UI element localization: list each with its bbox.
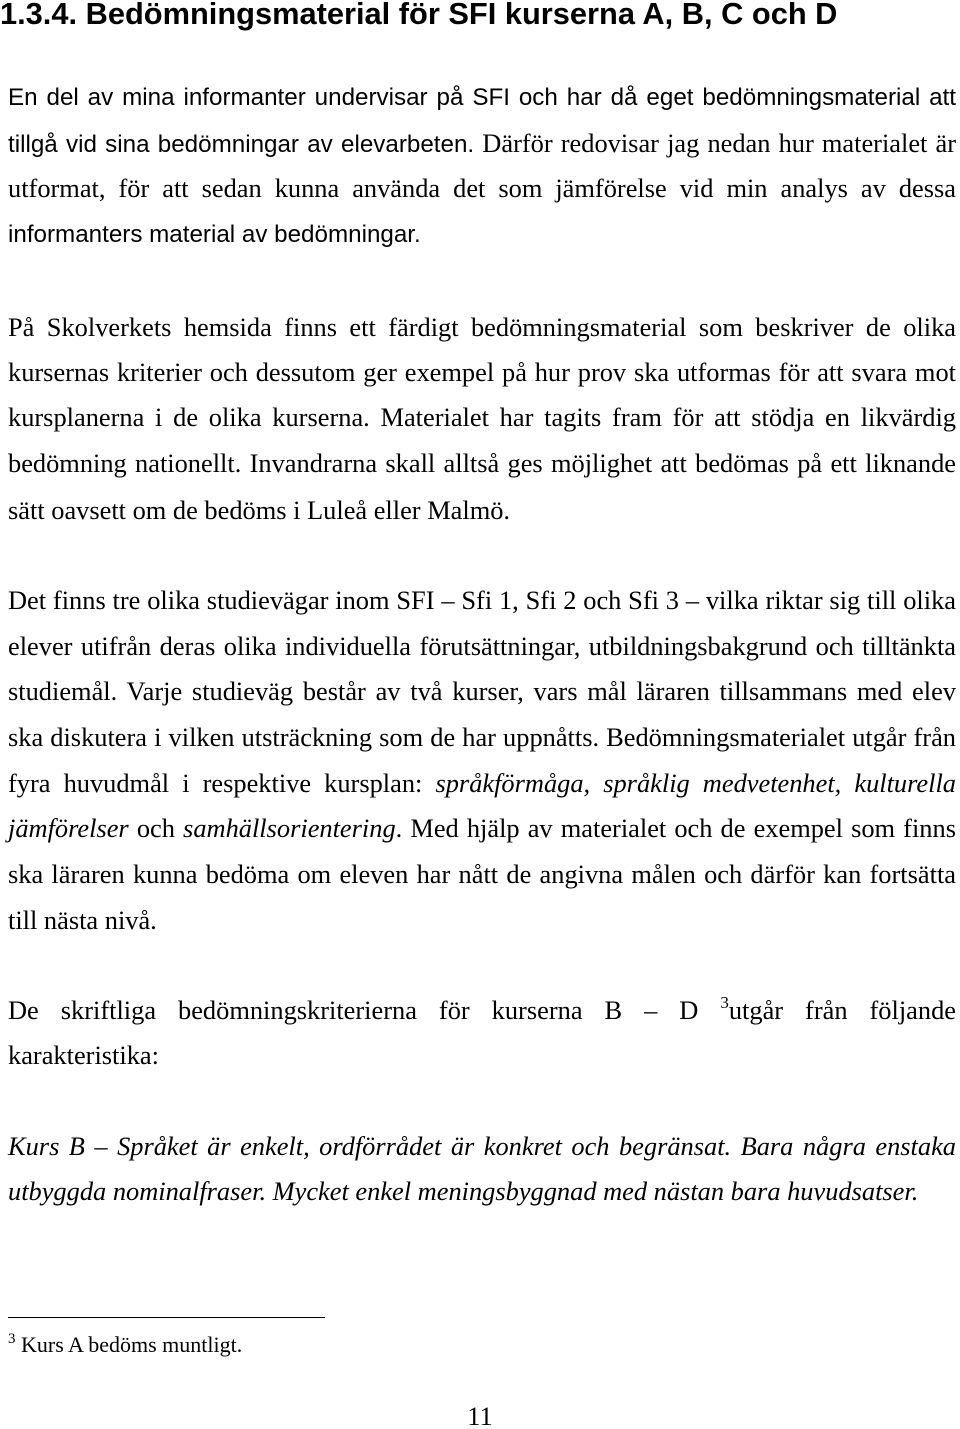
paragraph-line: På Skolverkets hemsida finns ett färdigt bedömningsmaterial som beskriver de olika — [8, 312, 956, 342]
paragraph-line: ska läraren kunna bedöma om eleven har nått de angivna målen och därför kan fortsätta — [8, 859, 956, 889]
section-heading: 1.3.4. Bedömningsmaterial för SFI kurserna A, B, C och D — [0, 0, 838, 31]
footnote-separator — [8, 1317, 325, 1318]
paragraph-line: studiemål. Varje studieväg består av två kurser, vars mål läraren tillsammans med elev — [8, 676, 956, 706]
paragraph-line: kursplanerna i de olika kurserna. Materialet har tagits fram för att stödja en likvärdig — [8, 402, 956, 432]
footnote-text: Kurs A bedöms muntligt. — [21, 1332, 243, 1357]
paragraph-line: kursernas kriterier och dessutom ger exempel på hur prov ska utformas för att svara mot — [8, 357, 956, 387]
paragraph-line: sätt oavsett om de bedöms i Luleå eller Malmö. — [8, 495, 511, 525]
paragraph-line — [8, 768, 956, 798]
paragraph-line: bedömning nationellt. Invandrarna skall alltså ges möjlighet att bedömas på ett liknande — [8, 448, 956, 478]
text-segment: Därför redovisar jag nedan hur materialet är — [482, 128, 957, 158]
page-number: 11 — [467, 1401, 493, 1429]
paragraph-line: Det finns tre olika studievägar inom SFI – Sfi 1, Sfi 2 och Sfi 3 – vilka riktar sig till olika — [8, 585, 956, 615]
paragraph-line: En del av mina informanter undervisar på SFI och har då eget bedömningsmaterial att — [8, 84, 956, 111]
paragraph-line: Kurs B – Språket är enkelt, ordförrådet är konkret och begränsat. Bara några enstaka — [8, 1131, 956, 1161]
italic-term: jämförelser — [8, 813, 129, 843]
italic-term: samhällsorientering — [183, 813, 396, 843]
paragraph-line — [8, 995, 956, 1025]
paragraph-line: utbyggda nominalfraser. Mycket enkel meningsbyggnad med nästan bara huvudsatser. — [8, 1176, 919, 1206]
paragraph-line: utformat, för att sedan kunna använda det som jämförelse vid min analys av dessa — [8, 173, 956, 203]
paragraph-line: ska diskutera i vilken utsträckning som de har uppnåtts. Bedömningsmaterialet utgår från — [8, 722, 956, 752]
text-segment: tillgå vid sina bedömningar av elevarbeten. — [8, 131, 475, 158]
text-segment: utgår från följande — [728, 995, 956, 1025]
text-segment: . Med hjälp av materialet och de exempel som finns — [395, 813, 956, 843]
text-segment: och — [136, 813, 175, 843]
italic-term: språkförmåga, språklig medvetenhet, kulturella — [435, 768, 956, 798]
text-segment: De skriftliga bedömningskriterierna för kurserna B – D — [8, 995, 699, 1025]
footnote-reference: 3 — [720, 993, 729, 1012]
footnote — [8, 1332, 608, 1358]
paragraph-line: till nästa nivå. — [8, 905, 157, 935]
text-segment: fyra huvudmål i respektive kursplan: — [8, 768, 423, 798]
paragraph-line — [8, 128, 956, 158]
footnote-marker: 3 — [8, 1331, 16, 1347]
paragraph-line — [8, 813, 956, 843]
paragraph-line: informanters material av bedömningar. — [8, 221, 421, 248]
paragraph-line: elever utifrån deras olika individuella förutsättningar, utbildningsbakgrund och tilltänkta — [8, 631, 956, 661]
paragraph-line: karakteristika: — [8, 1040, 159, 1070]
